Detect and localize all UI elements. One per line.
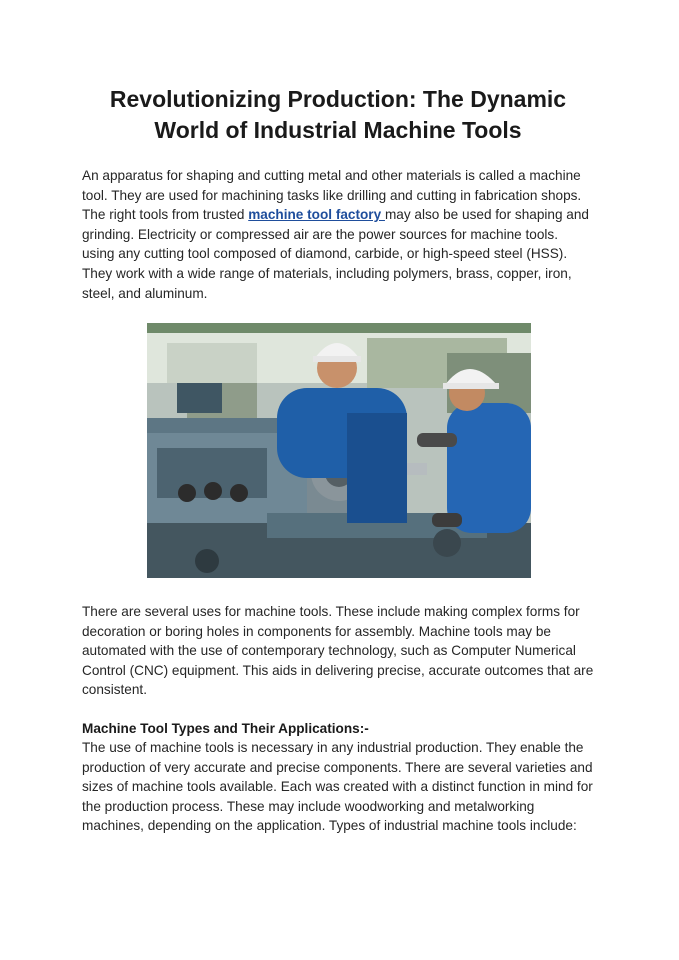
types-paragraph: The use of machine tools is necessary in any industrial production. They enable the production of very accurate and precise components. There are several varieties and sizes of machine tools available. Each was created with a distinct function in mind for the production process. These may include woodworking and metalworking machines, depending on the application. Types of industrial machine tools include: — [82, 740, 593, 834]
machine-tool-factory-link[interactable]: machine tool factory — [248, 207, 385, 223]
section-heading: Machine Tool Types and Their Applications:- — [82, 721, 369, 736]
workers-lathe-photo — [147, 323, 531, 578]
uses-paragraph: There are several uses for machine tools. These include making complex forms for decoration or boring holes in components for assembly. Machine tools may be automated with the use of contemporary technology, such as Computer Numerical Control (CNC) equipment. This aids in delivering precise, accurate outcomes that are consistent. — [82, 604, 594, 698]
intro-paragraph — [82, 166, 594, 303]
intro-text-before-link: An apparatus for shaping and cutting metal and other materials is called a machine tool. They are used for machining tasks like drilling and cutting in fabrication shops. The right tools from trusted — [82, 168, 582, 223]
page-title: Revolutionizing Production: The Dynamic World of Industrial Machine Tools — [109, 86, 567, 143]
intro-text-after-link: may also be used for shaping and grinding. Electricity or compressed air are the power sources for machine tools. using any cutting tool composed of diamond, carbide, or high-speed steel (HSS). They work with a wide range of materials, including polymers, brass, copper, iron, steel, and aluminum. — [82, 207, 589, 301]
